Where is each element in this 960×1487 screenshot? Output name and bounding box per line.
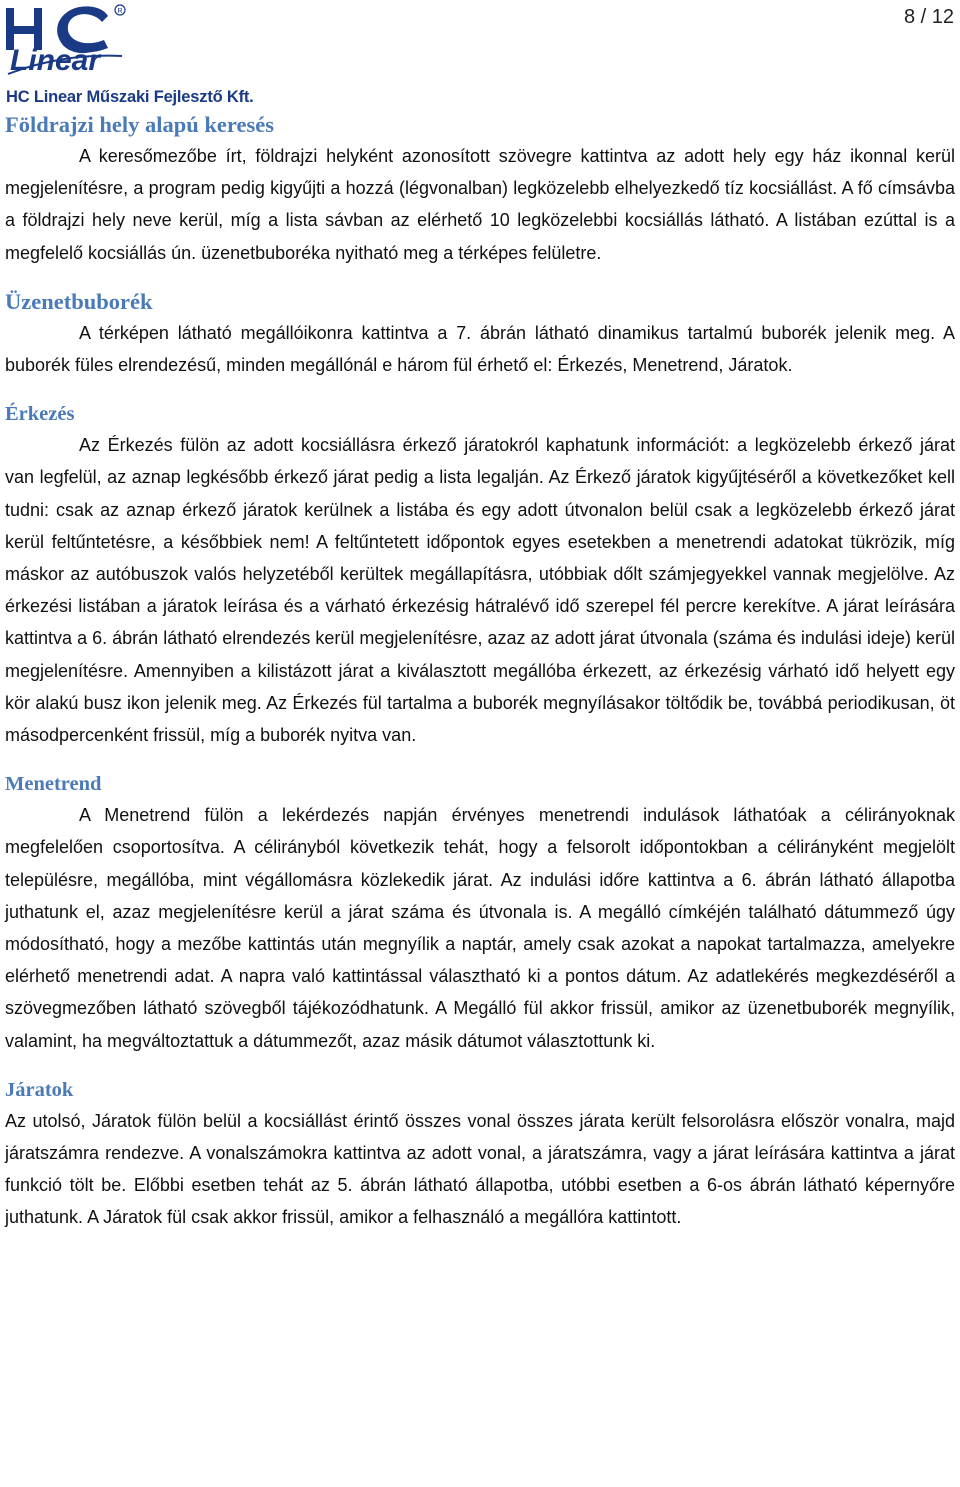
section-paragraph-geo-search: A keresőmezőbe írt, földrajzi helyként azonosított szövegre kattintva az adott hely egy ház ikonnal kerül megjelenítésre, a program pedig kigyűjti a hozzá (légvonalban) legközelebb elhelyezkedő tíz kocsiállást. A fő címsávba a földrajzi hely neve kerül, míg a lista sávban az elérhető 10 legközelebbi kocsiállás látható. A listában ezúttal is a megfelelő kocsiállás ún. üzenetbuboréka nyitható meg a térképes felületre. (5, 146, 955, 263)
hc-linear-logo (4, 2, 132, 80)
section-paragraph-routes: Az utolsó, Járatok fülön belül a kocsiállást érintő összes vonal összes járata került felsorolásra először vonalra, majd járatszámra rendezve. A vonalszámokra kattintva az adott vonal, a járatszámra, vagy a járat leírására kattintva a járat funkció tölt be. Előbbi esetben tehát az 5. ábrán látható állapotba, utóbbi esetben a 6-os ábrán látható képernyőre juthatunk. A Járatok fül csak akkor frissül, amikor a felhasználó a megállóra kattintott. (5, 1110, 955, 1228)
section-paragraph-timetable: A Menetrend fülön a lekérdezés napján érvényes menetrendi indulások láthatóak a célirányoknak megfelelően csoportosítva. A célirányból következik tehát, hogy a felsorolt időpontokban a célirányként megjelölt településre, megállóba, mint végállomásra közlekedik járat. Az indulási időre kattintva a 6. ábrán látható állapotba juthatunk el, azaz megjelenítésre kerül a járat száma és útvonala is. A megálló címkéjén található dátummező úgy módosítható, hogy a mezőbe kattintás után megnyílik a naptár, amely csak azokat a napokat tartalmazza, amelyekre elérhető menetrendi adat. A napra való kattintással választható ki a pontos dátum. Az adatlekérés megkezdéséről a szövegmezőben látható szövegből tájékozódhatunk. A Megálló fül akkor frissül, amikor az üzenetbuborék megnyílik, valamint, ha megváltoztattuk a dátummezőt, azaz másik dátumot választottunk ki. (5, 805, 955, 1051)
svg-text:Linear: Linear (10, 44, 101, 77)
section-paragraph-message-bubble: A térképen látható megállóikonra kattintva a 7. ábrán látható dinamikus tartalmú buborék jelenik meg. A buborék füles elrendezésű, minden megállónál e három fül érhető el: Érkezés, Menetrend, Járatok. (5, 322, 955, 376)
company-name: HC Linear Műszaki Fejlesztő Kft. (6, 88, 254, 106)
section-paragraph-arrival: Az Érkezés fülön az adott kocsiállásra érkező járatokról kaphatunk információt: a legközelebb érkező járat van legfelül, az aznap legkésőbb érkező járat pedig a lista legalján. Az Érkező járatok kigyűjtéséről a következőket kell tudni: csak az aznap érkező járatok kerülnek a listába és egy adott útvonalon belül csak a legközelebb érkező járat kerül feltűntetésre, a későbbiek nem! A feltűntetett időpontok egyes esetekben a menetrendi adatokat tükrözik, míg máskor az autóbuszok valós helyzetéből kerültek megállapításra, utóbbiak dőlt számjegyekkel vannak megjelölve. Az érkezési listában a járatok leírása és a várható érkezésig hátralévő idő szerepel fél percre kerekítve. A járat leírására kattintva a 6. ábrán látható elrendezés kerül megjelenítésre, azaz az adott járat útvonala (száma és indulási ideje) kerül megjelenítésre. Amennyiben a kilistázott járat a kiválasztott megállóba érkezett, az érkezésig várható idő helyett egy kör alakú busz ikon jelenik meg. Az Érkezés fül tartalma a buborék megnyílásakor töltődik be, továbbá periodikusan, öt másodpercenként frissül, míg a buborék nyitva van. (5, 435, 955, 746)
section-title-message-bubble: Üzenetbuborék (5, 288, 153, 314)
section-title-timetable: Menetrend (5, 773, 102, 796)
section-title-geo-search: Földrajzi hely alapú keresés (5, 112, 274, 137)
section-title-routes: Járatok (5, 1078, 74, 1101)
section-title-arrival: Érkezés (5, 403, 75, 426)
svg-text:R: R (117, 8, 123, 15)
page-number: 8 / 12 (903, 6, 954, 28)
document-body (5, 110, 955, 1234)
